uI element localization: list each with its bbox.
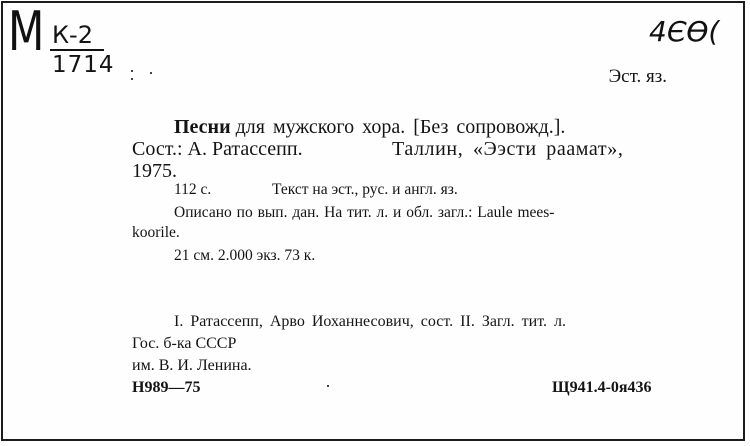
shelfmark-top: К-2 bbox=[52, 21, 93, 49]
shelfmark bbox=[50, 22, 114, 77]
speck bbox=[150, 72, 152, 74]
classification-index: Щ941.4-0я436 bbox=[552, 379, 652, 396]
shelfmark-divider bbox=[50, 49, 104, 51]
compiler-statement: Сост.: А. Ратассепп. bbox=[132, 138, 303, 160]
description-note-line-1: Описано по вып. дан. На тит. л. и обл. загл.: Laule mees- bbox=[174, 204, 555, 221]
handwritten-letter: М bbox=[8, 0, 45, 63]
speck bbox=[131, 78, 133, 80]
entry-line-1 bbox=[174, 116, 565, 138]
card-number: Н989—75 bbox=[132, 379, 201, 396]
text-language-note: Текст на эст., рус. и англ. яз. bbox=[272, 181, 458, 198]
tracings-line: I. Ратассепп, Арво Иоханнесович, сост. II. Загл. тит. л. bbox=[174, 313, 566, 330]
handwritten-corner-mark: 4ЄӨ( bbox=[649, 15, 720, 48]
speck bbox=[131, 70, 133, 72]
holding-library-line-1: Гос. б-ка СССР bbox=[132, 335, 237, 352]
publication-year: 1975. bbox=[132, 160, 177, 182]
speck bbox=[327, 385, 329, 387]
shelfmark-bottom: 1714 bbox=[52, 52, 115, 78]
holding-library-line-2: им. В. И. Ленина. bbox=[132, 357, 252, 374]
language-label: Эст. яз. bbox=[608, 66, 667, 87]
publisher-statement: Таллин, «Ээсти раамат», bbox=[392, 138, 624, 160]
description-note-line-2: koorile. bbox=[132, 224, 180, 241]
size-and-print-run: 21 см. 2.000 экз. 73 к. bbox=[174, 247, 316, 264]
pagination: 112 с. bbox=[174, 181, 212, 198]
entry-title: Песни bbox=[174, 116, 231, 138]
entry-title-rest: для мужского хора. [Без сопровожд.]. bbox=[235, 116, 566, 138]
